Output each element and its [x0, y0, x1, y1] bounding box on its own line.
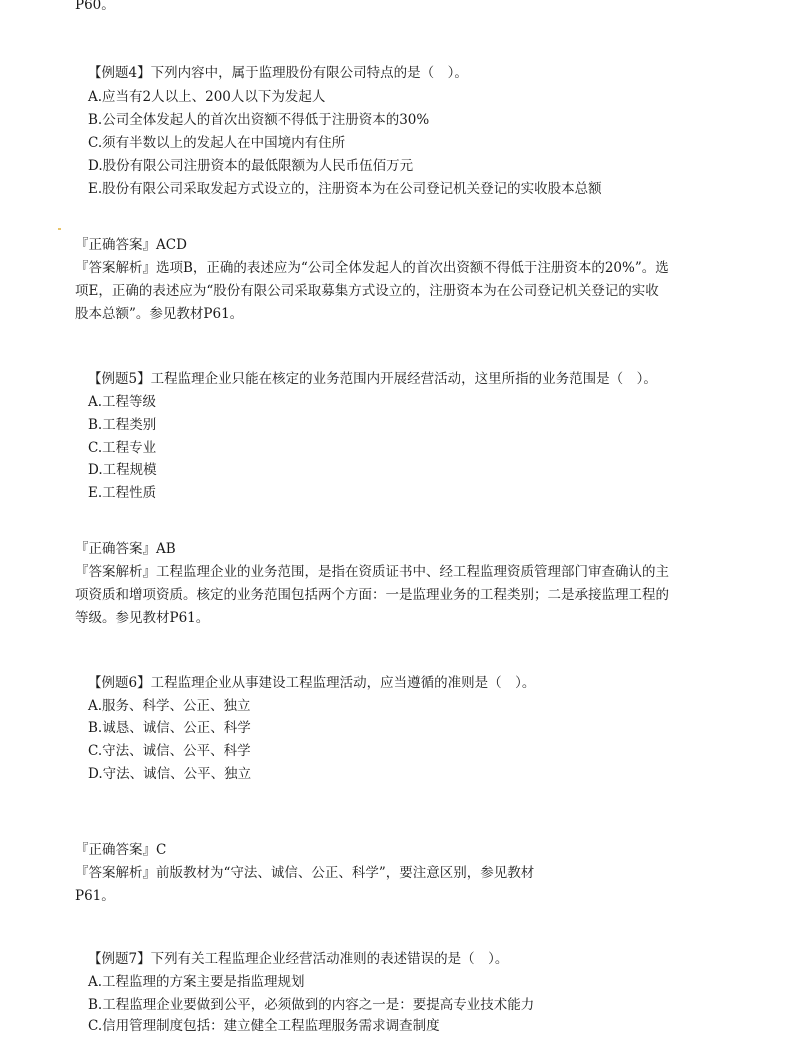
question-5-option-d: D.工程规模	[88, 462, 157, 478]
question-6-option-d: D.守法、诚信、公平、独立	[88, 766, 252, 782]
question-7-title: 【例题7】下列有关工程监理企业经营活动准则的表述错误的是（ ）。	[88, 951, 509, 967]
question-5-analysis-line-2: 项资质和增项资质。核定的业务范围包括两个方面：一是监理业务的工程类别；二是承接监理工程的	[75, 587, 669, 603]
question-4-option-b: B.公司全体发起人的首次出资额不得低于注册资本的30%	[88, 112, 430, 128]
question-4-analysis-line-3: 股本总额”。参见教材P61。	[75, 306, 244, 322]
question-6-option-b: B.诚恳、诚信、公正、科学	[88, 720, 251, 736]
question-5-analysis-line-3: 等级。参见教材P61。	[75, 610, 210, 626]
question-4-option-a: A.应当有2人以上、200人以下为发起人	[88, 89, 326, 105]
question-5-option-e: E.工程性质	[88, 485, 157, 501]
question-5-option-c: C.工程专业	[88, 440, 157, 456]
question-4-analysis-line-1: 『答案解析』选项B，正确的表述应为“公司全体发起人的首次出资额不得低于注册资本的20%”。选	[75, 260, 669, 276]
question-7-option-b: B.工程监理企业要做到公平，必须做到的内容之一是：要提高专业技术能力	[88, 997, 535, 1013]
question-4-option-c: C.须有半数以上的发起人在中国境内有住所	[88, 135, 346, 151]
page-continuation-text: P60。	[75, 0, 115, 13]
question-4-option-e: E.股份有限公司采取发起方式设立的，注册资本为在公司登记机关登记的实收股本总额	[88, 181, 602, 197]
question-7-option-c: C.信用管理制度包括：建立健全工程监理服务需求调查制度	[88, 1018, 440, 1034]
question-7-option-a: A.工程监理的方案主要是指监理规划	[88, 974, 305, 990]
question-4-analysis-line-2: 项E，正确的表述应为“股份有限公司采取募集方式设立的，注册资本为在公司登记机关登记的实收	[75, 283, 659, 299]
question-5-analysis-line-1: 『答案解析』工程监理企业的业务范围，是指在资质证书中、经工程监理资质管理部门审查确认的主	[75, 564, 669, 580]
question-6-option-a: A.服务、科学、公正、独立	[88, 698, 251, 714]
margin-mark	[58, 228, 61, 230]
question-5-option-a: A.工程等级	[88, 394, 157, 410]
question-5-option-b: B.工程类别	[88, 417, 157, 433]
question-4-title: 【例题4】下列内容中，属于监理股份有限公司特点的是（ ）。	[88, 65, 468, 81]
question-4-option-d: D.股份有限公司注册资本的最低限额为人民币伍佰万元	[88, 158, 414, 174]
question-5-title: 【例题5】工程监理企业只能在核定的业务范围内开展经营活动，这里所指的业务范围是（ ）。	[88, 371, 657, 387]
question-6-analysis-line-2: P61。	[75, 888, 115, 904]
question-6-title: 【例题6】工程监理企业从事建设工程监理活动，应当遵循的准则是（ ）。	[88, 675, 536, 691]
question-5-answer: 『正确答案』AB	[75, 541, 176, 557]
question-6-answer: 『正确答案』C	[75, 842, 167, 858]
question-6-option-c: C.守法、诚信、公平、科学	[88, 743, 251, 759]
question-6-analysis-line-1: 『答案解析』前版教材为“守法、诚信、公正、科学”，要注意区别，参见教材	[75, 865, 535, 881]
question-4-answer: 『正确答案』ACD	[75, 237, 187, 253]
